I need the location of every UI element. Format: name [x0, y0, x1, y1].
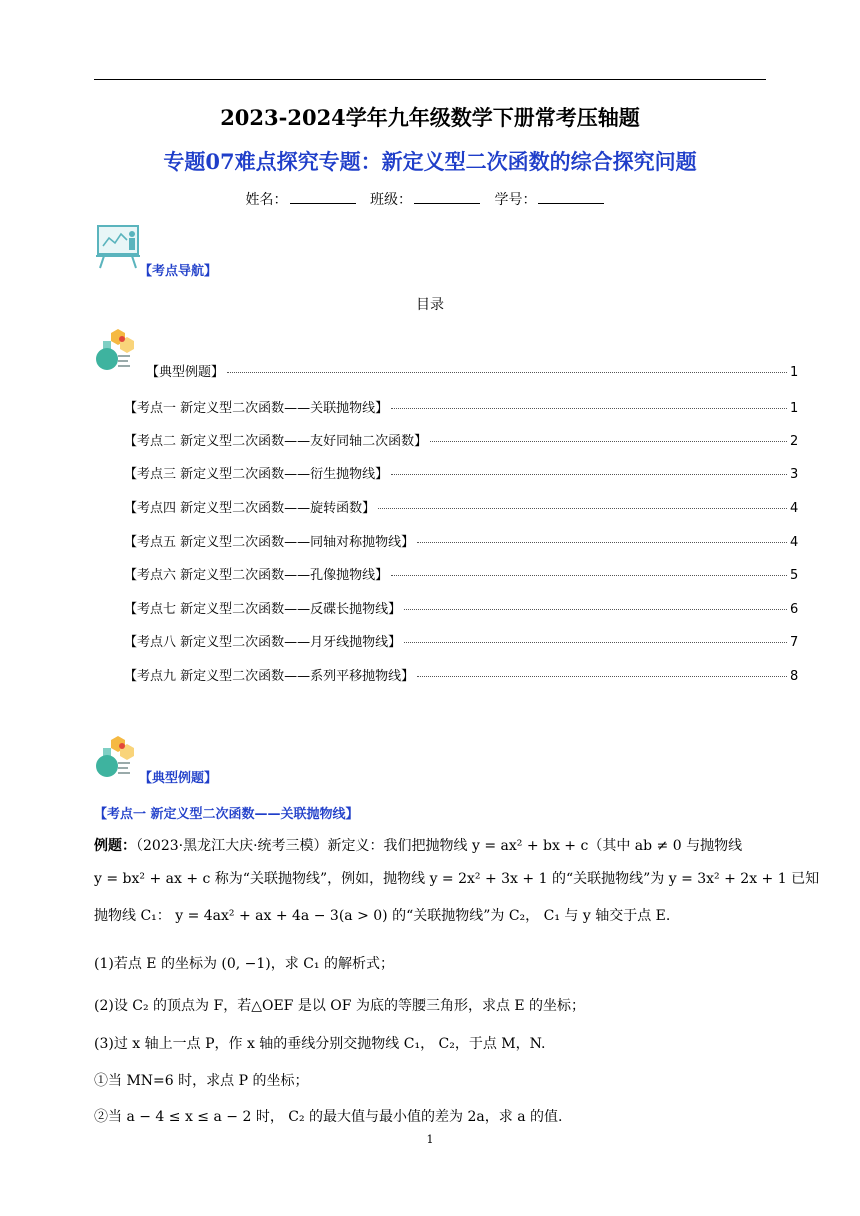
toc-item[interactable] — [124, 665, 798, 684]
toc-leader — [227, 372, 787, 373]
class-blank — [414, 191, 480, 204]
example-line-1 — [94, 835, 774, 855]
toc-item-label: 【考点四 新定义型二次函数——旋转函数】 — [124, 501, 376, 516]
student-info-line — [0, 189, 860, 209]
example-line-3: 抛物线 C₁： y = 4ax² + ax + 4a − 3(a > 0) 的“关联抛物线”为 C₂， C₁ 与 y 轴交于点 E. — [94, 908, 671, 924]
page-number: 1 — [426, 1133, 434, 1146]
toc-item-label: 【典型例题】 — [146, 365, 225, 380]
toc-leader — [391, 474, 787, 475]
toc-leader — [404, 609, 787, 610]
question-3: (3)过 x 轴上一点 P，作 x 轴的垂线分别交抛物线 C₁， C₂，于点 M，N. — [94, 1036, 546, 1052]
id-label: 学号： — [494, 192, 537, 208]
toc-item-label: 【考点九 新定义型二次函数——系列平移抛物线】 — [124, 669, 415, 684]
toc-item-label: 【考点七 新定义型二次函数——反碟长抛物线】 — [124, 602, 402, 617]
toc-title: 目录 — [416, 297, 444, 313]
section-heading: 【典型例题】 — [139, 771, 218, 786]
toc-leader — [378, 508, 787, 509]
toc-item-label: 【考点五 新定义型二次函数——同轴对称抛物线】 — [124, 535, 415, 550]
toc-item-label: 【考点六 新定义型二次函数——孔像抛物线】 — [124, 568, 389, 583]
topic-heading: 【考点一 新定义型二次函数——关联抛物线】 — [94, 807, 359, 822]
toc-leader — [404, 642, 787, 643]
toc-page-number: 4 — [790, 535, 799, 550]
toc-item[interactable] — [124, 497, 798, 516]
toc-item[interactable] — [124, 564, 798, 583]
document-title: 2023-2024学年九年级数学下册常考压轴题 — [220, 105, 640, 130]
toc-item[interactable] — [124, 531, 798, 550]
example-line-2: y = bx² + ax + c 称为“关联抛物线”，例如，抛物线 y = 2x² + 3x + 1 的“关联抛物线”为 y = 3x² + 2x + 1 已知 — [94, 871, 820, 887]
toc-item[interactable] — [146, 361, 798, 380]
question-3-part-1: ①当 MN=6 时，求点 P 的坐标； — [94, 1073, 309, 1089]
toc-item[interactable] — [124, 397, 798, 416]
example-label: 例题： — [94, 838, 136, 854]
toc-item[interactable] — [124, 430, 798, 449]
id-blank — [538, 191, 604, 204]
nav-heading: 【考点导航】 — [139, 264, 218, 279]
example-text: （2023·黑龙江大庆·统考三模）新定义：我们把抛物线 y = ax² + bx + c（其中 ab ≠ 0 与抛物线 — [136, 838, 743, 854]
toc-page-number: 8 — [790, 669, 799, 684]
toc-leader — [391, 575, 787, 576]
header-rule — [94, 79, 766, 80]
toc-leader — [417, 542, 787, 543]
toc-page-number: 1 — [790, 365, 799, 380]
class-label: 班级： — [370, 192, 412, 208]
toc-page-number: 1 — [790, 401, 799, 416]
toc-leader — [391, 408, 787, 409]
toc-item[interactable] — [124, 598, 798, 617]
toc-item-label: 【考点二 新定义型二次函数——友好同轴二次函数】 — [124, 434, 428, 449]
toc-page-number: 7 — [790, 635, 799, 650]
flask-icon — [94, 327, 140, 373]
document-subtitle: 专题07难点探究专题：新定义型二次函数的综合探究问题 — [163, 149, 697, 174]
name-label: 姓名： — [245, 192, 288, 208]
toc-item-label: 【考点一 新定义型二次函数——关联抛物线】 — [124, 401, 389, 416]
flask-icon — [94, 734, 140, 780]
toc-page-number: 5 — [790, 568, 799, 583]
toc-page-number: 3 — [790, 467, 799, 482]
toc-leader — [430, 441, 787, 442]
question-1: (1)若点 E 的坐标为 (0, −1)，求 C₁ 的解析式； — [94, 956, 394, 972]
toc-item-label: 【考点八 新定义型二次函数——月牙线抛物线】 — [124, 635, 402, 650]
toc-page-number: 6 — [790, 602, 799, 617]
question-2: (2)设 C₂ 的顶点为 F，若△OEF 是以 OF 为底的等腰三角形，求点 E 的坐标； — [94, 998, 586, 1014]
question-3-part-2: ②当 a − 4 ≤ x ≤ a − 2 时， C₂ 的最大值与最小值的差为 2a，求 a 的值. — [94, 1109, 563, 1125]
toc-item-label: 【考点三 新定义型二次函数——衍生抛物线】 — [124, 467, 389, 482]
toc-page-number: 2 — [790, 434, 799, 449]
toc-item[interactable] — [124, 463, 798, 482]
name-blank — [290, 191, 356, 204]
toc-item[interactable] — [124, 631, 798, 650]
toc-page-number: 4 — [790, 501, 799, 516]
toc-leader — [417, 676, 787, 677]
